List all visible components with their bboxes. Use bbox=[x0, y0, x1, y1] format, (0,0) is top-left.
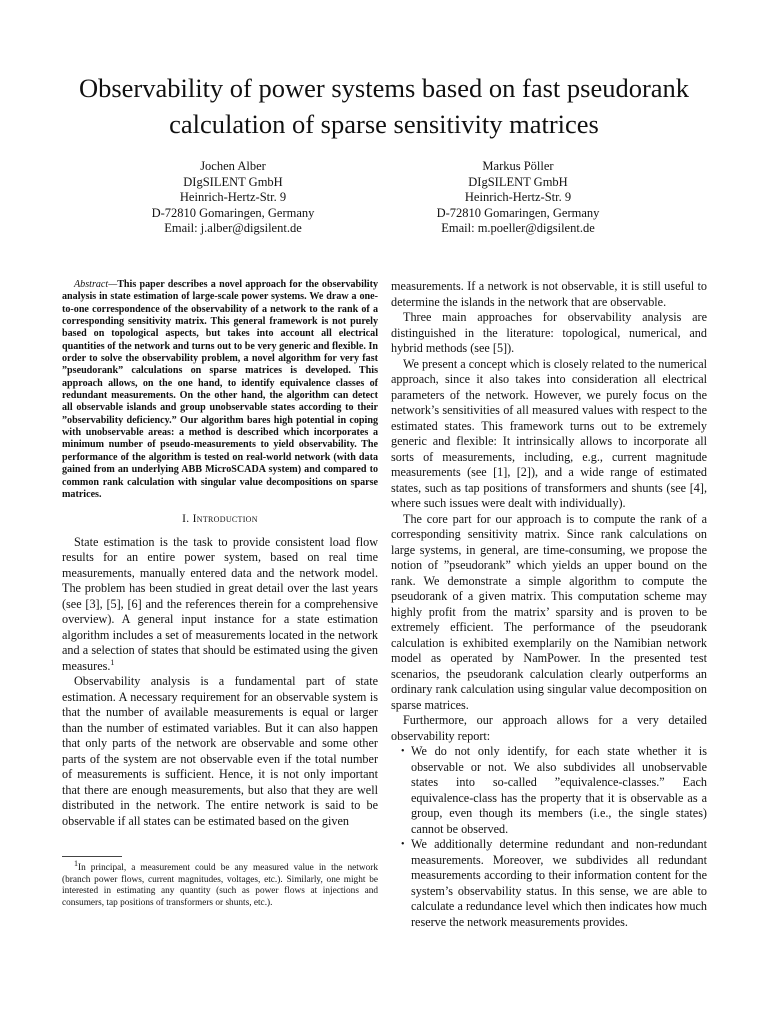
footnote-rule bbox=[62, 856, 122, 857]
author-company: DIgSILENT GmbH bbox=[468, 174, 568, 189]
abstract bbox=[62, 279, 378, 501]
section-heading-introduction: I. Introduction bbox=[182, 513, 258, 526]
abstract-lead: Abstract— bbox=[74, 279, 118, 290]
abstract-text: This paper describes a novel approach for the observability analysis in state estimation of large-scale power systems. We draw a one-to-one correspondence of the observability of a network to the rank of a corresponding sensitivity matrix. This general framework is not purely based on topological aspects, but takes into account all electrical quantities of the network and turns out to be very generic and flexible. In order to solve the observability problem, a novel algorithm for very fast ”pseudorank” calculations on sparse matrices is developed. This approach allows, on the one hand, to identify equivalence classes of redundant measurements. On the other hand, the algorithm can detect all observable islands and group unobservable states according to their ”observability deficiency.” Our algorithm bares high potential in coping with unobservable areas: a method is described which incorporates a minimum number of pseudo-measurements to yield observability. The performance of the algorithm is tested on real-world network (with data gained from an underlying ABB MicroSCADA system) and compared to common rank calculation with singular value decompositions on sparse matrices. bbox=[62, 279, 378, 500]
paragraph: We present a concept which is closely related to the numerical approach, since it also takes into consideration all electrical parameters of the network. However, we purely focus on the network’s sensitivities of all measured values with respect to the estimated states. This framework turns out to be extremely generic and flexible: It intrinsically allows to incorporate all sorts of measurements, including, e.g., current magnitude measurements (see [1], [2]), and a wide range of estimated states, such as tap positions of transformers and shunts (see [4], where such issues were dealt with individually). bbox=[391, 356, 707, 510]
list-item-text: We additionally determine redundant and non-redundant measurements. Moreover, we subdivides all redundant measurements according to their information content for the system’s observability status. In this sense, we are able to calculate a redundance level which then indicates how much reserve the network measurements provides. bbox=[411, 837, 707, 929]
list-item-text: We do not only identify, for each state whether it is observable or not. We also subdivides all unobservable states into so-called ”equivalence-classes.” Each equivalence-class has the property that it is observable as a group, even though its members (i.e., the single states) cannot be observed. bbox=[411, 744, 707, 836]
author-company: DIgSILENT GmbH bbox=[183, 174, 283, 189]
paragraph bbox=[62, 535, 378, 675]
author-block-1 bbox=[113, 159, 353, 237]
list-item bbox=[391, 837, 707, 930]
paper-title: Observability of power systems based on fast pseudorank calculation of sparse sensitivity matrices bbox=[78, 73, 690, 139]
bullet-icon: • bbox=[401, 839, 405, 850]
observability-report-list bbox=[391, 744, 707, 930]
author-name: Markus Pöller bbox=[482, 159, 554, 173]
author-email: Email: m.poeller@digsilent.de bbox=[441, 221, 595, 235]
paragraph: The core part for our approach is to compute the rank of a corresponding sensitivity matrix. Since rank calculations on large systems, in general, are time-consuming, we propose the notion of ”pseudorank” which yields an upper bound on the rank. We demonstrate a simple algorithm to compute the pseudorank of a given matrix. This computation scheme may highly profit from the matrix’ sparsity and is proven to be extremely efficient. The performance of the pseudorank calculation is exhibited exemplarily on the Namibian network model as operated by NamPower. In the presented test scenarios, the pseudorank calculation clearly outperforms an ordinary rank calculation using singular value decomposition on sparse matrices. bbox=[391, 511, 707, 712]
footnote-marker: 1 bbox=[110, 657, 115, 667]
author-name: Jochen Alber bbox=[200, 159, 266, 173]
author-city: D-72810 Gomaringen, Germany bbox=[151, 205, 315, 220]
bullet-icon: • bbox=[401, 746, 405, 757]
footnote-paragraph bbox=[62, 858, 378, 909]
paragraph-text: State estimation is the task to provide consistent load flow results for an entire power system, based on real time measurements, manually entered data and the network model. The problem has been studied in great detail over the last years (see [3], [5], [6] and the references therein for a comprehensive overview). A general input instance for a state estimation algorithm includes a set of measurements located in the network and a selection of states that should be estimated using the given measures. bbox=[62, 534, 378, 673]
paragraph: Observability analysis is a fundamental part of state estimation. A necessary requirement for an observable system is that the number of available measurements is equal or larger than the number of estimated variables. But it can also happen that only parts of the network are observable and some other parts of the system are not observable even if the total number of measurements is sufficient. Hence, it is not only important that there are enough measurements, but also that they are well distributed in the network. The entire network is said to be observable if all states can be estimated based on the given bbox=[62, 674, 378, 828]
paragraph: Furthermore, our approach allows for a very detailed observability report: bbox=[391, 713, 707, 743]
author-street: Heinrich-Hertz-Str. 9 bbox=[464, 190, 572, 204]
author-street: Heinrich-Hertz-Str. 9 bbox=[179, 190, 287, 204]
left-column bbox=[62, 279, 378, 829]
footnote bbox=[62, 858, 378, 909]
paragraph: Three main approaches for observability analysis are distinguished in the literature: topological, numerical, and hybrid methods (see [5]). bbox=[391, 310, 707, 355]
paragraph: measurements. If a network is not observable, it is still useful to determine the islands in the network that are observable. bbox=[391, 279, 707, 309]
footnote-text: In principal, a measurement could be any measured value in the network (branch power flows, current magnitudes, voltages, etc.). Similarly, one might be interested in estimating any quantity (such as power flows at injections and consumers, tap positions of transformers or shunts, etc.). bbox=[62, 863, 378, 908]
footnote-number: 1 bbox=[74, 858, 78, 868]
right-column bbox=[391, 279, 707, 930]
list-item bbox=[391, 744, 707, 837]
author-block-2 bbox=[398, 159, 638, 237]
author-city: D-72810 Gomaringen, Germany bbox=[436, 205, 600, 220]
author-email: Email: j.alber@digsilent.de bbox=[164, 221, 302, 235]
